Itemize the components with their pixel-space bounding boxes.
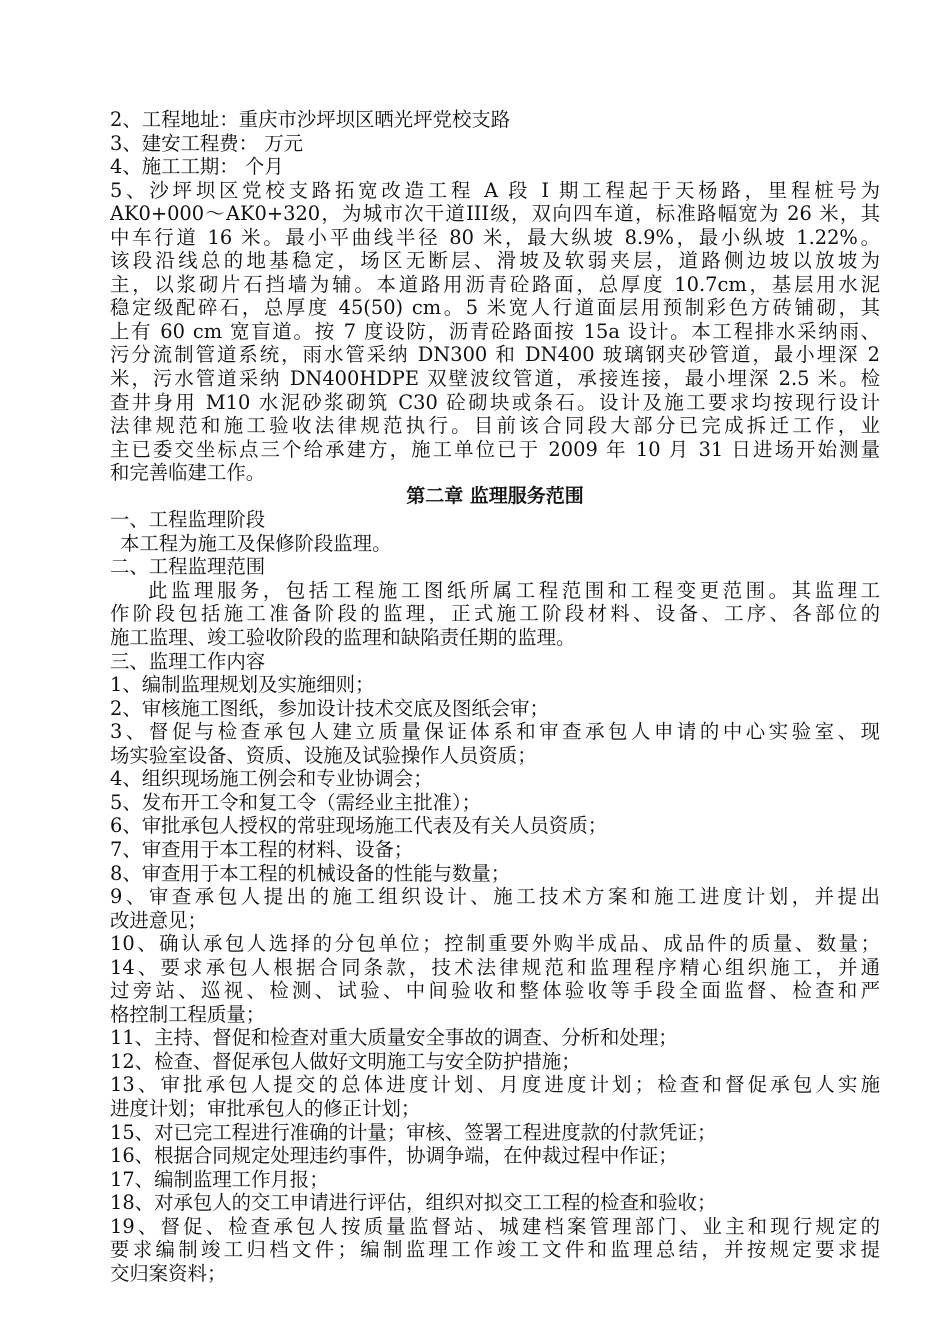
- text-line: 主，以浆砌片石挡墙为辅。本道路用沥青砼路面，总厚度 10.7cm，基层用水泥: [110, 272, 880, 296]
- text-line: 一、工程监理阶段: [110, 508, 266, 532]
- text-line: 14、要求承包人根据合同条款，技术法律规范和监理程序精心组织施工，并通: [110, 955, 880, 979]
- text-line: 格控制工程质量；: [110, 1002, 266, 1026]
- text-line: AK0+000～AK0+320，为城市次干道III级，双向四车道，标准路幅宽为 26 米，其: [110, 202, 880, 226]
- text-line: 该段沿线总的地基稳定，场区无断层、滑坡及软弱夹层，道路侧边坡以放坡为: [110, 249, 880, 273]
- text-line: 18、对承包人的交工申请进行评估，组织对拟交工工程的检查和验收；: [110, 1191, 717, 1215]
- text-line: 三、监理工作内容: [110, 649, 266, 673]
- text-line: 中车行道 16 米。最小平曲线半径 80 米，最大纵坡 8.9%，最小纵坡 1.22%。: [110, 225, 880, 249]
- chapter-heading: 第二章 监理服务范围: [406, 484, 584, 507]
- text-line: 4、施工工期： 个月: [110, 155, 284, 179]
- text-line: 5、发布开工令和复工令（需经业主批准）；: [110, 790, 482, 814]
- text-line: 10、确认承包人选择的分包单位；控制重要外购半成品、成品件的质量、数量；: [110, 932, 880, 956]
- text-line: 3、督促与检查承包人建立质量保证体系和审查承包人申请的中心实验室、现: [110, 720, 880, 744]
- text-line: 4、组织现场施工例会和专业协调会；: [110, 767, 433, 791]
- text-line: 要求编制竣工归档文件；编制监理工作竣工文件和监理总结，并按规定要求提: [110, 1238, 880, 1262]
- text-line: 进度计划；审批承包人的修正计划；: [110, 1096, 421, 1120]
- text-line: 二、工程监理范围: [110, 555, 266, 579]
- text-line: 法律规范和施工验收法律规范执行。目前该合同段大部分已完成拆迁工作，业: [110, 414, 880, 438]
- text-line: 改进意见；: [110, 908, 207, 932]
- text-line: 13、审批承包人提交的总体进度计划、月度进度计划；检查和督促承包人实施: [110, 1073, 880, 1097]
- text-line: 和完善临建工作。: [110, 461, 266, 485]
- text-line: 米，污水管道采纳 DN400HDPE 双壁波纹管道，承接连接，最小埋深 2.5 米。检: [110, 367, 880, 391]
- text-line: 上有 60 cm 宽盲道。按 7 度设防，沥青砼路面按 15a 设计。本工程排水采纳雨、: [110, 319, 880, 343]
- text-line: 本工程为施工及保修阶段监理。: [120, 531, 392, 555]
- text-line: 查井身用 M10 水泥砂浆砌筑 C30 砼砌块或条石。设计及施工要求均按现行设计: [110, 390, 880, 414]
- text-line: 5、沙坪坝区党校支路拓宽改造工程 A 段 I 期工程起于天杨路，里程桩号为: [110, 178, 880, 202]
- text-line: 场实验室设备、资质、设施及试验操作人员资质；: [110, 743, 537, 767]
- text-line: 污分流制管道系统，雨水管采纳 DN300 和 DN400 玻璃钢夹砂管道，最小埋深 2: [110, 343, 880, 367]
- text-line: 19、督促、检查承包人按质量监督站、城建档案管理部门、业主和现行规定的: [110, 1214, 880, 1238]
- text-line: 作阶段包括施工准备阶段的监理，正式施工阶段材料、设备、工序、各部位的: [110, 602, 880, 626]
- text-line: 3、建安工程费： 万元: [110, 131, 304, 155]
- text-line: 12、检查、督促承包人做好文明施工与安全防护措施；: [110, 1049, 581, 1073]
- text-line: 7、审查用于本工程的材料、设备；: [110, 837, 414, 861]
- text-line: 9、审查承包人提出的施工组织设计、施工技术方案和施工进度计划，并提出: [110, 885, 880, 909]
- text-line: 11、主持、督促和检查对重大质量安全事故的调查、分析和处理；: [110, 1026, 678, 1050]
- text-line: 过旁站、巡视、检测、试验、中间验收和整体验收等手段全面监督、检查和严: [110, 979, 880, 1003]
- text-line: 8、审查用于本工程的机械设备的性能与数量；: [110, 861, 511, 885]
- text-line: 2、审核施工图纸，参加设计技术交底及图纸会审；: [110, 696, 549, 720]
- text-line: 此监理服务，包括工程施工图纸所属工程范围和工程变更范围。其监理工: [148, 578, 880, 602]
- text-line: 6、审批承包人授权的常驻现场施工代表及有关人员资质；: [110, 814, 608, 838]
- document-page: [110, 108, 880, 1285]
- text-line: 16、根据合同规定处理违约事件，协调争端，在仲裁过程中作证；: [110, 1144, 678, 1168]
- text-line: 施工监理、竣工验收阶段的监理和缺陷责任期的监理。: [110, 626, 576, 650]
- text-line: 17、编制监理工作月报；: [110, 1167, 329, 1191]
- text-line: 2、工程地址：重庆市沙坪坝区晒光坪党校支路: [110, 108, 511, 131]
- text-line: 交归案资料；: [110, 1261, 227, 1285]
- text-line: 15、对已完工程进行准确的计量；审核、签署工程进度款的付款凭证；: [110, 1120, 717, 1144]
- text-line: 1、编制监理规划及实施细则；: [110, 673, 375, 697]
- text-line: 主已委交坐标点三个给承建方，施工单位已于 2009 年 10 月 31 日进场开始测量: [110, 437, 880, 461]
- text-line: 稳定级配碎石，总厚度 45(50) cm。5 米宽人行道面层用预制彩色方砖铺砌，其: [110, 296, 880, 320]
